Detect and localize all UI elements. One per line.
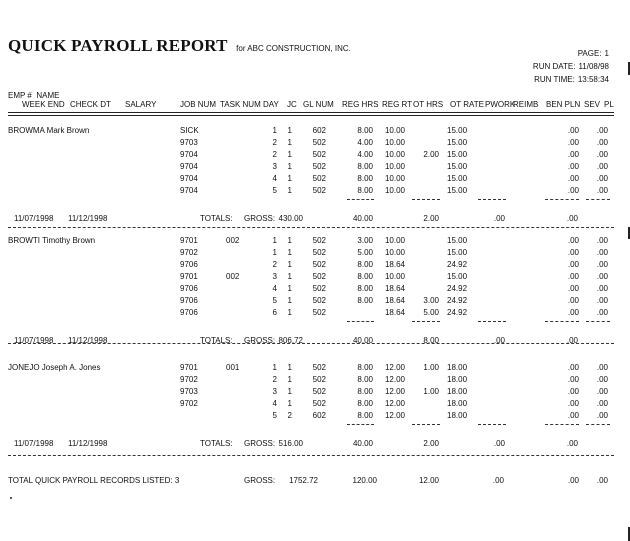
page-value: 1 [604, 49, 609, 58]
totals-label: TOTALS: [200, 214, 233, 223]
subtotal-rule-reg-hrs [347, 321, 374, 322]
cell-ben-pln: .00 [567, 296, 579, 305]
cell-ben-pln: .00 [567, 138, 579, 147]
cell-ot-rate: 15.00 [447, 236, 468, 245]
cell-job-num: 9706 [180, 308, 198, 317]
header-ot-hrs: OT HRS [413, 100, 444, 109]
cell-pl: .00 [596, 399, 608, 408]
cell-ot-hrs: 1.00 [423, 387, 439, 396]
grand-gross: 1752.72 [289, 476, 318, 485]
cell-ot-rate: 18.00 [447, 411, 468, 420]
employee-name: JONEJO Joseph A. Jones [8, 363, 101, 372]
cell-reg-rt: 18.64 [384, 296, 405, 305]
totals-reg-hrs: 40.00 [352, 214, 373, 223]
cell-reg-rt: 12.00 [384, 387, 405, 396]
subtotal-rule-ben [545, 424, 579, 425]
grand-ben-pln: .00 [567, 476, 579, 485]
cell-jc: 1 [287, 126, 292, 135]
employee-name: BROWMA Mark Brown [8, 126, 90, 135]
cell-jc: 1 [287, 399, 292, 408]
cell-job-num: 9701 [180, 272, 198, 281]
cell-reg-rt: 10.00 [384, 248, 405, 257]
cell-ben-pln: .00 [567, 150, 579, 159]
totals-gross: 806.72 [278, 336, 303, 345]
header-ot-rate: OT RATE [450, 100, 484, 109]
cell-reg-hrs: 8.00 [357, 174, 373, 183]
cell-reg-hrs: 8.00 [357, 186, 373, 195]
grand-gross-label: GROSS: [244, 476, 276, 485]
grand-pl: .00 [596, 476, 608, 485]
cell-task-num: 002 [226, 236, 240, 245]
totals-week-end: 11/07/1998 [14, 336, 54, 345]
cell-ot-rate: 15.00 [447, 248, 468, 257]
cell-reg-rt: 18.64 [384, 284, 405, 293]
subtotal-rule-pwork [478, 321, 506, 322]
cell-gl-num: 502 [312, 399, 326, 408]
cell-reg-rt: 12.00 [384, 363, 405, 372]
cell-jc: 2 [287, 411, 292, 420]
totals-ot-hrs: 2.00 [423, 214, 439, 223]
cell-ot-rate: 15.00 [447, 162, 468, 171]
subtotal-rule-reg-hrs [347, 199, 374, 200]
totals-check-dt: 11/12/1998 [68, 439, 108, 448]
cell-day: 1 [272, 363, 277, 372]
cell-job-num: 9704 [180, 150, 198, 159]
cell-ben-pln: .00 [567, 399, 579, 408]
cell-day: 2 [272, 375, 277, 384]
cell-ben-pln: .00 [567, 260, 579, 269]
cell-job-num: 9702 [180, 375, 198, 384]
cell-reg-hrs: 8.00 [357, 284, 373, 293]
header-jc: JC [287, 100, 297, 109]
subtotal-rule-ben [545, 321, 579, 322]
totals-check-dt: 11/12/1998 [68, 336, 108, 345]
cell-gl-num: 502 [312, 138, 326, 147]
cell-gl-num: 602 [312, 126, 326, 135]
cell-day: 1 [272, 236, 277, 245]
totals-ben-pln: .00 [566, 439, 578, 448]
subtotal-rule-pwork [478, 424, 506, 425]
cell-jc: 1 [287, 236, 292, 245]
totals-reimb: .00 [493, 439, 505, 448]
cell-job-num: 9701 [180, 363, 198, 372]
run-date [531, 62, 609, 71]
cell-gl-num: 502 [312, 186, 326, 195]
subtotal-rule-pl [586, 424, 610, 425]
run-date-value: 11/08/98 [578, 62, 609, 71]
page-number [558, 49, 609, 58]
cell-gl-num: 502 [312, 248, 326, 257]
header-reg-rt: REG RT [382, 100, 413, 109]
cell-reg-rt: 10.00 [384, 126, 405, 135]
cell-pl: .00 [596, 162, 608, 171]
report-subtitle: for ABC CONSTRUCTION, INC. [236, 44, 351, 53]
cell-job-num: 9704 [180, 162, 198, 171]
cell-ben-pln: .00 [567, 186, 579, 195]
totals-gross: 516.00 [278, 439, 303, 448]
header-check-dt: CHECK DT [70, 100, 111, 109]
cell-reg-hrs: 8.00 [357, 399, 373, 408]
header-task-num: TASK NUM [220, 100, 261, 109]
cell-pl: .00 [596, 138, 608, 147]
cell-gl-num: 502 [312, 162, 326, 171]
cell-ot-rate: 15.00 [447, 186, 468, 195]
subtotal-rule-ot-hrs [412, 199, 440, 200]
cell-jc: 1 [287, 260, 292, 269]
cell-gl-num: 502 [312, 375, 326, 384]
cell-pl: .00 [596, 272, 608, 281]
cell-day: 3 [272, 272, 277, 281]
cell-day: 3 [272, 387, 277, 396]
header-gl-num: GL NUM [303, 100, 334, 109]
cell-reg-rt: 10.00 [384, 162, 405, 171]
cell-ot-rate: 18.00 [447, 399, 468, 408]
cell-pl: .00 [596, 387, 608, 396]
cell-ben-pln: .00 [567, 387, 579, 396]
cell-ot-rate: 24.92 [447, 308, 468, 317]
cell-jc: 1 [287, 162, 292, 171]
cell-job-num: 9703 [180, 138, 198, 147]
cell-pl: .00 [596, 126, 608, 135]
cell-job-num: 9704 [180, 174, 198, 183]
cell-jc: 1 [287, 272, 292, 281]
cell-jc: 1 [287, 138, 292, 147]
cell-gl-num: 502 [312, 272, 326, 281]
cell-jc: 1 [287, 248, 292, 257]
cell-ben-pln: .00 [567, 174, 579, 183]
cell-reg-hrs: 3.00 [357, 236, 373, 245]
header-sev: SEV [584, 100, 601, 109]
totals-reimb: .00 [493, 214, 505, 223]
header-job-num: JOB NUM [180, 100, 216, 109]
cell-day: 4 [272, 284, 277, 293]
cell-ot-rate: 15.00 [447, 150, 468, 159]
cell-job-num: 9702 [180, 248, 198, 257]
totals-reg-hrs: 40.00 [352, 439, 373, 448]
cell-reg-hrs: 8.00 [357, 126, 373, 135]
header-week-end: WEEK END [22, 100, 65, 109]
cell-job-num: 9702 [180, 399, 198, 408]
cell-day: 4 [272, 399, 277, 408]
header-salary: SALARY [125, 100, 157, 109]
cell-gl-num: 502 [312, 284, 326, 293]
cell-ben-pln: .00 [567, 363, 579, 372]
cell-job-num: 9706 [180, 284, 198, 293]
cell-reg-rt: 10.00 [384, 174, 405, 183]
cell-ot-rate: 24.92 [447, 260, 468, 269]
totals-ben-pln: .00 [566, 214, 578, 223]
cell-ben-pln: .00 [567, 248, 579, 257]
header-pwork: PWORK [485, 100, 516, 109]
cell-gl-num: 502 [312, 363, 326, 372]
header-emp: EMP # NAME [8, 91, 60, 100]
grand-reimb: .00 [492, 476, 504, 485]
header-reg-hrs: REG HRS [342, 100, 379, 109]
run-date-label: RUN DATE: [532, 62, 576, 71]
cell-pl: .00 [596, 363, 608, 372]
cell-reg-hrs: 8.00 [357, 296, 373, 305]
cell-pl: .00 [596, 260, 608, 269]
run-time [531, 75, 609, 84]
cell-reg-hrs: 8.00 [357, 375, 373, 384]
cell-reg-hrs: 8.00 [357, 363, 373, 372]
totals-week-end: 11/07/1998 [14, 439, 54, 448]
subtotal-rule-pl [586, 199, 610, 200]
cell-pl: .00 [596, 296, 608, 305]
subtotal-rule-reg-hrs [347, 424, 374, 425]
cell-jc: 1 [287, 375, 292, 384]
cell-ot-rate: 18.00 [447, 375, 468, 384]
cell-reg-rt: 12.00 [384, 411, 405, 420]
cell-day: 1 [272, 126, 277, 135]
cell-gl-num: 602 [312, 411, 326, 420]
cell-ben-pln: .00 [567, 236, 579, 245]
cell-ben-pln: .00 [567, 284, 579, 293]
cell-ot-rate: 24.92 [447, 296, 468, 305]
cell-reg-hrs: 8.00 [357, 387, 373, 396]
section-separator [8, 343, 614, 344]
cell-reg-rt: 10.00 [384, 150, 405, 159]
cell-reg-rt: 10.00 [384, 236, 405, 245]
cell-jc: 1 [287, 363, 292, 372]
totals-reg-hrs: 40.00 [352, 336, 373, 345]
cell-job-num: 9706 [180, 260, 198, 269]
header-day: DAY [263, 100, 279, 109]
totals-gross: 430.00 [278, 214, 303, 223]
subtotal-rule-ot-hrs [412, 424, 440, 425]
cell-reg-rt: 10.00 [384, 272, 405, 281]
cell-day: 6 [272, 308, 277, 317]
totals-reimb: .00 [493, 336, 505, 345]
run-time-value: 13:58:34 [577, 75, 609, 84]
subtotal-rule-ot-hrs [412, 321, 440, 322]
cell-day: 3 [272, 162, 277, 171]
cell-reg-hrs: 8.00 [357, 411, 373, 420]
cell-reg-rt: 12.00 [384, 375, 405, 384]
totals-ot-hrs: 2.00 [423, 439, 439, 448]
cell-reg-hrs: 4.00 [357, 138, 373, 147]
report-title: QUICK PAYROLL REPORT [8, 36, 228, 55]
cell-reg-rt: 10.00 [384, 186, 405, 195]
run-time-label: RUN TIME: [534, 75, 575, 84]
cell-task-num: 001 [226, 363, 240, 372]
totals-label: TOTALS: [200, 439, 233, 448]
cell-pl: .00 [596, 150, 608, 159]
subtotal-rule-pwork [478, 199, 506, 200]
cell-reg-hrs: 5.00 [357, 248, 373, 257]
cell-jc: 1 [287, 186, 292, 195]
cell-pl: .00 [596, 375, 608, 384]
report-title-block [8, 36, 351, 56]
grand-reg-hrs: 120.00 [352, 476, 377, 485]
cell-gl-num: 502 [312, 296, 326, 305]
cell-ot-rate: 15.00 [447, 174, 468, 183]
gross-label: GROSS: [244, 439, 276, 448]
cell-ot-rate: 15.00 [447, 272, 468, 281]
grand-ot-hrs: 12.00 [418, 476, 439, 485]
subtotal-rule-pl [586, 321, 610, 322]
employee-name: BROWTI Timothy Brown [8, 236, 96, 245]
cell-jc: 1 [287, 284, 292, 293]
cell-reg-hrs: 8.00 [357, 272, 373, 281]
cell-gl-num: 502 [312, 260, 326, 269]
cell-pl: .00 [596, 186, 608, 195]
cell-day: 2 [272, 150, 277, 159]
cell-reg-hrs: 8.00 [357, 260, 373, 269]
cell-job-num: SICK [180, 126, 199, 135]
cell-task-num: 002 [226, 272, 240, 281]
header-ben-pln: BEN PLN [546, 100, 581, 109]
cell-ot-hrs: 1.00 [423, 363, 439, 372]
header-underline [8, 112, 614, 116]
gross-label: GROSS: [244, 336, 276, 345]
section-separator [8, 227, 614, 228]
cell-reg-rt: 10.00 [384, 138, 405, 147]
cell-reg-rt: 18.64 [384, 260, 405, 269]
cell-jc: 1 [287, 387, 292, 396]
header-reimb: REIMB [513, 100, 539, 109]
cell-ot-rate: 24.92 [447, 284, 468, 293]
cell-job-num: 9701 [180, 236, 198, 245]
cell-ben-pln: .00 [567, 272, 579, 281]
grand-total-label: TOTAL QUICK PAYROLL RECORDS LISTED: 3 [8, 476, 180, 485]
cell-gl-num: 502 [312, 387, 326, 396]
cell-ben-pln: .00 [567, 162, 579, 171]
gross-label: GROSS: [244, 214, 276, 223]
cell-jc: 1 [287, 296, 292, 305]
header-pl: PL [604, 100, 614, 109]
cell-job-num: 9704 [180, 186, 198, 195]
cell-reg-rt: 12.00 [384, 399, 405, 408]
cell-ot-rate: 18.00 [447, 387, 468, 396]
cell-day: 2 [272, 138, 277, 147]
cell-gl-num: 502 [312, 150, 326, 159]
cell-ot-hrs: 5.00 [423, 308, 439, 317]
section-separator [8, 455, 614, 456]
cell-day: 5 [272, 411, 277, 420]
cell-job-num: 9706 [180, 296, 198, 305]
cell-ben-pln: .00 [567, 411, 579, 420]
totals-ot-hrs: 8.00 [423, 336, 439, 345]
cell-day: 1 [272, 248, 277, 257]
cell-day: 2 [272, 260, 277, 269]
cell-pl: .00 [596, 308, 608, 317]
cell-ot-hrs: 2.00 [423, 150, 439, 159]
cell-ben-pln: .00 [567, 126, 579, 135]
cell-reg-rt: 18.64 [384, 308, 405, 317]
cell-ot-hrs: 3.00 [423, 296, 439, 305]
cell-pl: .00 [596, 411, 608, 420]
cell-jc: 1 [287, 308, 292, 317]
cell-day: 5 [272, 296, 277, 305]
cell-reg-hrs: 4.00 [357, 150, 373, 159]
cell-job-num: 9703 [180, 387, 198, 396]
totals-check-dt: 11/12/1998 [68, 214, 108, 223]
page-label: PAGE: [577, 49, 602, 58]
cell-ot-rate: 15.00 [447, 138, 468, 147]
cell-ot-rate: 15.00 [447, 126, 468, 135]
cell-day: 5 [272, 186, 277, 195]
cell-day: 4 [272, 174, 277, 183]
cell-reg-hrs: 8.00 [357, 162, 373, 171]
cell-gl-num: 502 [312, 236, 326, 245]
cell-ben-pln: .00 [567, 375, 579, 384]
totals-label: TOTALS: [200, 336, 233, 345]
cell-jc: 1 [287, 150, 292, 159]
cell-pl: .00 [596, 174, 608, 183]
cell-pl: .00 [596, 248, 608, 257]
totals-week-end: 11/07/1998 [14, 214, 54, 223]
totals-ben-pln: .00 [566, 336, 578, 345]
cell-gl-num: 502 [312, 174, 326, 183]
cell-ot-rate: 18.00 [447, 363, 468, 372]
cell-gl-num: 502 [312, 308, 326, 317]
scan-speck [10, 497, 12, 499]
subtotal-rule-ben [545, 199, 579, 200]
cell-pl: .00 [596, 284, 608, 293]
cell-ben-pln: .00 [567, 308, 579, 317]
cell-jc: 1 [287, 174, 292, 183]
cell-pl: .00 [596, 236, 608, 245]
